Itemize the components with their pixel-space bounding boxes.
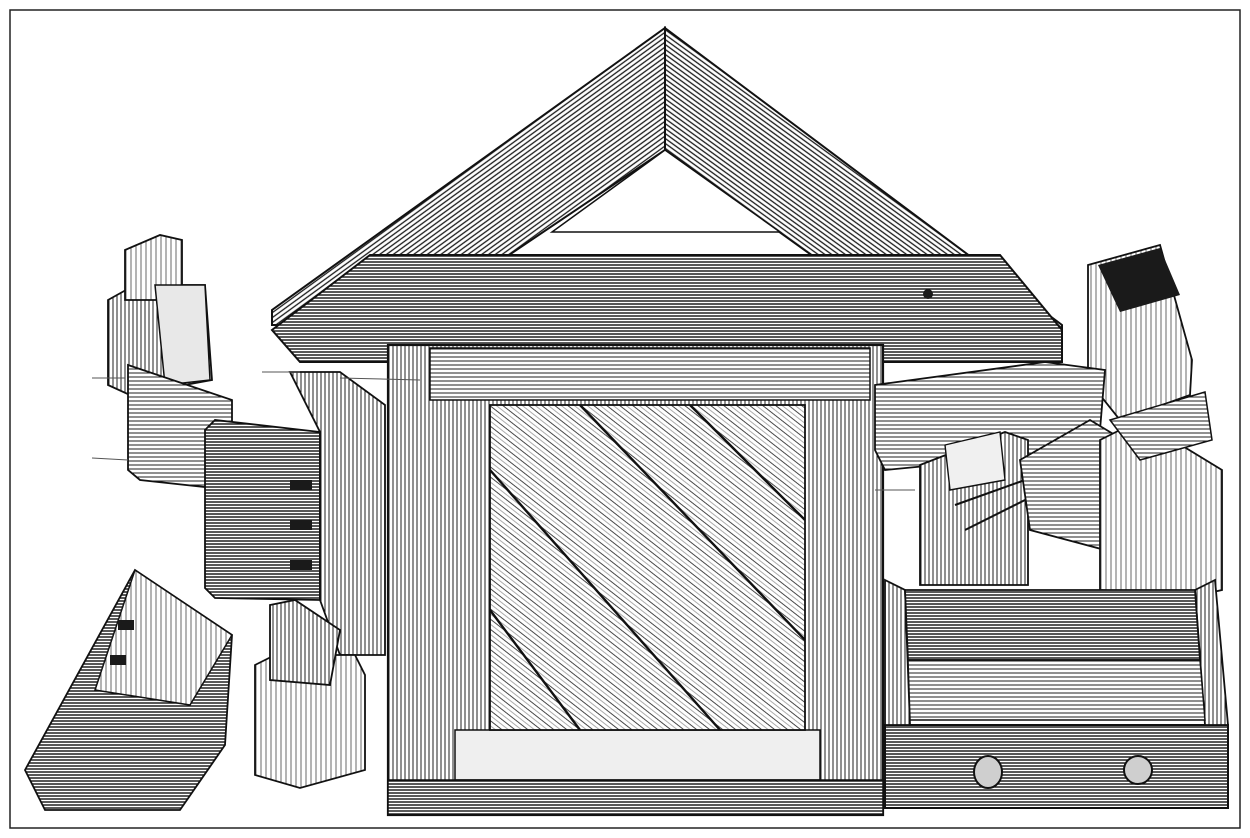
framed-panel-door bbox=[388, 345, 883, 815]
drawer-knob-right bbox=[1124, 756, 1152, 784]
door-bottom-rail bbox=[455, 730, 820, 780]
drawer-back bbox=[905, 590, 1200, 660]
drawer-front bbox=[885, 725, 1228, 808]
door-top-rail bbox=[430, 348, 870, 400]
door-bottom-edge bbox=[388, 780, 883, 815]
door-diagonal-panel bbox=[490, 405, 805, 730]
truss-knot bbox=[923, 289, 933, 299]
open-drawer bbox=[885, 580, 1228, 808]
drawer-knob-left bbox=[974, 756, 1002, 788]
drawer-bottom bbox=[908, 660, 1205, 720]
